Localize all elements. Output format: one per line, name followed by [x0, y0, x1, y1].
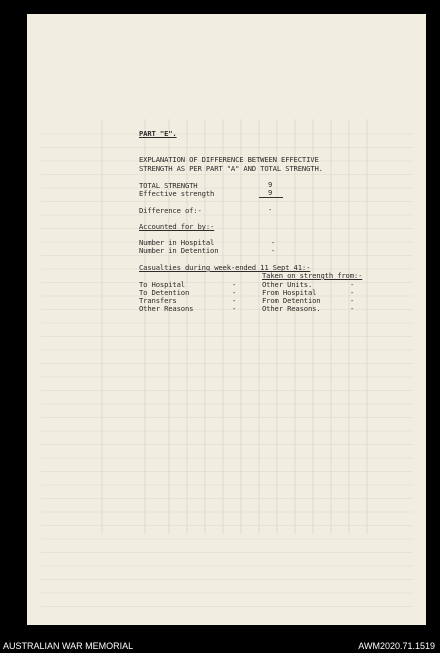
taken-on-value: -: [350, 280, 355, 289]
explanation-line-2: STRENGTH AS PER PART "A" AND TOTAL STRENGTH.: [139, 164, 323, 173]
explanation-line-1: EXPLANATION OF DIFFERENCE BETWEEN EFFECTIVE: [139, 155, 319, 164]
sum-underline: [259, 197, 283, 198]
effective-strength-label: Effective strength: [139, 189, 215, 198]
taken-on-value: -: [350, 304, 355, 313]
casualty-row: Transfers: [139, 296, 177, 305]
casualty-row: To Hospital: [139, 280, 185, 289]
casualty-value: -: [232, 296, 237, 305]
accounted-heading: Accounted for by:-: [139, 222, 215, 231]
casualty-row: To Detention: [139, 288, 190, 297]
form-grid-background: [27, 14, 426, 625]
casualty-row: Other Reasons: [139, 304, 194, 313]
taken-on-row: From Hospital: [262, 288, 317, 297]
hospital-label: Number in Hospital: [139, 238, 215, 247]
taken-on-heading: Taken on strength from:-: [262, 271, 363, 280]
footer-accession-number: AWM2020.71.1519: [358, 641, 435, 651]
footer-credit: AUSTRALIAN WAR MEMORIAL: [3, 641, 134, 651]
total-strength-label: TOTAL STRENGTH: [139, 181, 198, 190]
casualties-heading: Casualties during week-ended 11 Sept 41:-: [139, 263, 311, 272]
casualty-value: -: [232, 288, 237, 297]
taken-on-row: Other Reasons.: [262, 304, 321, 313]
detention-label: Number in Detention: [139, 246, 219, 255]
taken-on-row: From Detention: [262, 296, 321, 305]
part-heading: PART "E".: [139, 129, 177, 138]
document-page: [27, 14, 426, 625]
effective-strength-value: 9: [268, 188, 273, 197]
casualty-value: -: [232, 304, 237, 313]
casualty-value: -: [232, 280, 237, 289]
difference-label: Difference of:-: [139, 206, 202, 215]
taken-on-row: Other Units.: [262, 280, 313, 289]
detention-value: -: [271, 246, 276, 255]
taken-on-value: -: [350, 296, 355, 305]
total-strength-value: 9: [268, 180, 273, 189]
taken-on-value: -: [350, 288, 355, 297]
hospital-value: -: [271, 238, 276, 247]
difference-value: -: [268, 205, 273, 214]
